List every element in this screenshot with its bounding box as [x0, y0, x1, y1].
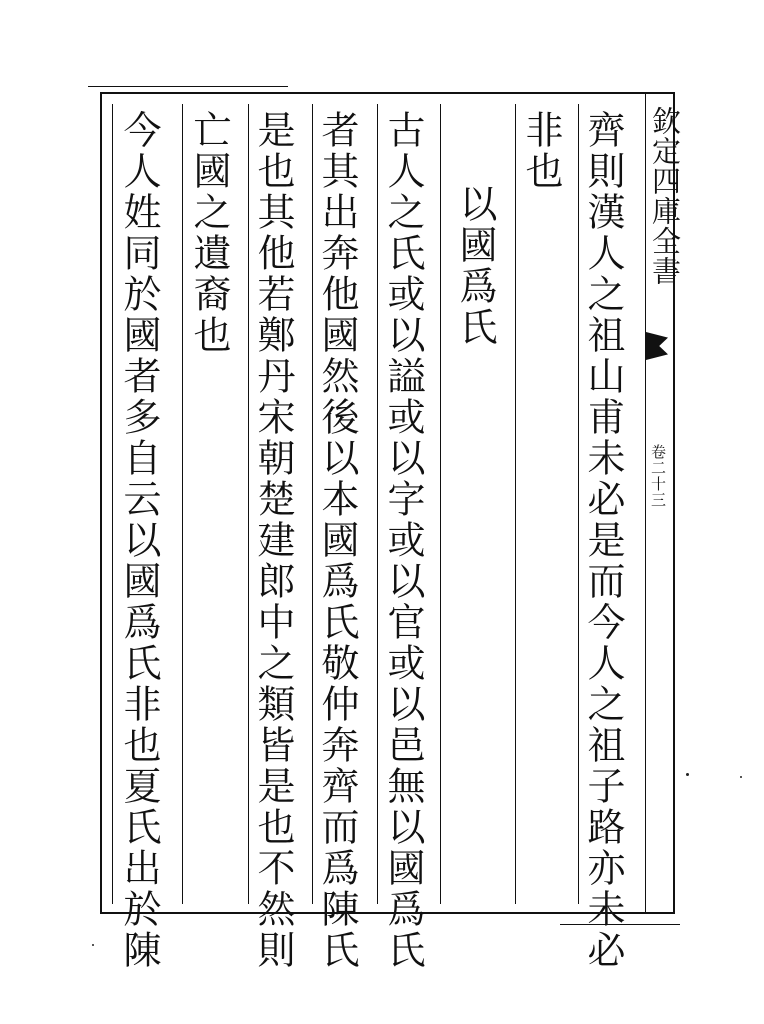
edge-volume: 卷二十三	[649, 444, 667, 508]
column-divider	[377, 104, 378, 904]
frame-top-rule	[88, 86, 288, 87]
text-column-1: 齊則漢人之祖山甫未必是而今人之祖子路亦未必	[581, 110, 625, 971]
scan-speck	[92, 944, 94, 946]
column-divider	[112, 104, 113, 904]
edge-title: 欽定四庫全書	[648, 106, 682, 286]
text-column-7: 亡國之遺裔也	[187, 110, 231, 356]
column-divider	[578, 104, 579, 904]
column-divider	[248, 104, 249, 904]
text-column-4: 古人之氏或以謚或以字或以官或以邑無以國爲氏	[381, 110, 425, 971]
text-column-5: 者其出奔他國然後以本國爲氏敬仲奔齊而爲陳氏	[315, 110, 359, 971]
text-column-8: 今人姓同於國者多自云以國爲氏非也夏氏出於陳	[117, 110, 161, 971]
column-divider	[440, 104, 441, 904]
text-column-6: 是也其他若鄭丹宋朝楚建郎中之類皆是也不然則	[251, 110, 295, 971]
edge-divider	[645, 92, 646, 914]
scan-speck	[740, 776, 742, 778]
column-divider	[515, 104, 516, 904]
column-divider	[312, 104, 313, 904]
scan-speck	[686, 773, 689, 776]
text-column-3: 以國爲氏	[453, 184, 497, 348]
text-column-2: 非也	[519, 110, 563, 192]
column-divider	[182, 104, 183, 904]
